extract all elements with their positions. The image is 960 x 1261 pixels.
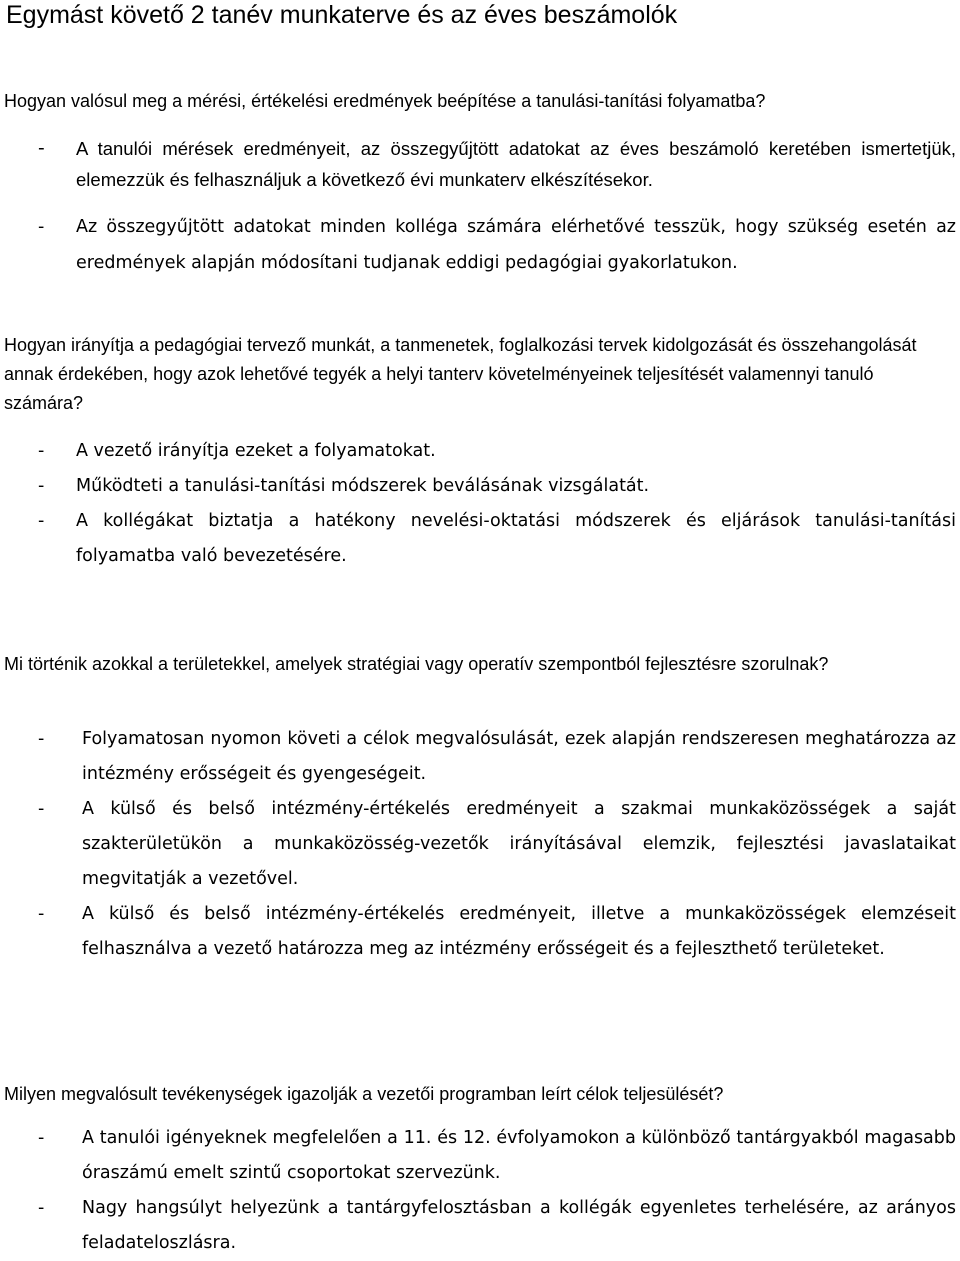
list-item-text: Működteti a tanulási-tanítási módszerek beválásának vizsgálatát. — [76, 476, 650, 496]
bullet-list — [38, 209, 956, 281]
page-title: Egymást követő 2 tanév munkaterve és az éves beszámolók — [6, 1, 678, 29]
section-question: Milyen megvalósult tevékenységek igazolják a vezetői programban leírt célok teljesülését? — [4, 1084, 724, 1104]
list-item — [38, 1121, 956, 1191]
list-item-text: A tanulói igényeknek megfelelően a 11. és 12. évfolyamokon a különböző tantárgyakból magasabb óraszámú emelt szintű csoportokat szervezünk. — [82, 1128, 956, 1183]
list-item — [38, 209, 956, 281]
dash-bullet: - — [38, 476, 45, 496]
dash-bullet: - — [38, 217, 45, 237]
list-item-text: A kollégákat biztatja a hatékony nevelési-oktatási módszerek és eljárások tanulási-tanítási folyamatba való bevezetésére. — [76, 511, 956, 566]
list-item — [38, 504, 956, 574]
dash-bullet: - — [38, 441, 45, 461]
bullet-list — [38, 133, 956, 195]
list-item — [38, 897, 956, 967]
list-item-text: A tanulói mérések eredményeit, az összegyűjtött adatokat az éves beszámoló keretében ismertetjük, elemezzük és felhasználjuk a következő évi munkaterv elkészítésekor. — [76, 138, 956, 190]
dash-bullet: - — [38, 1128, 45, 1148]
dash-bullet: - — [38, 729, 45, 749]
list-item-text: Az összegyűjtött adatokat minden kolléga számára elérhetővé tesszük, hogy szükség esetén az eredmények alapján módosítani tudjanak eddigi pedagógiai gyakorlatukon. — [76, 217, 956, 273]
dash-bullet: - — [38, 138, 45, 159]
list-item — [38, 133, 956, 195]
section-question: Hogyan irányítja a pedagógiai tervező munkát, a tanmenetek, foglalkozási tervek kidolgozását és összehangolását annak érdekében, hogy azok lehetővé tegyék a helyi tanterv követelményeinek teljesítését valamennyi tanuló számára? — [4, 335, 917, 413]
list-item-text: Folyamatosan nyomon követi a célok megvalósulását, ezek alapján rendszeresen meghatározza az intézmény erősségeit és gyengeségeit. — [82, 729, 956, 784]
list-item — [38, 434, 956, 469]
bullet-list — [38, 434, 956, 574]
list-item — [38, 722, 956, 792]
bullet-list — [38, 1121, 956, 1261]
list-item — [38, 1191, 956, 1261]
dash-bullet: - — [38, 511, 45, 531]
dash-bullet: - — [38, 1198, 45, 1218]
bullet-list — [38, 722, 956, 967]
list-item — [38, 469, 956, 504]
list-item-text: A külső és belső intézmény-értékelés eredményeit a szakmai munkaközösségek a saját szakterületükön a munkaközösség-vezetők irányításával elemzik, fejlesztési javaslataikat megvitatják a vezetővel. — [82, 799, 956, 889]
dash-bullet: - — [38, 799, 45, 819]
list-item — [38, 792, 956, 897]
section-question: Mi történik azokkal a területekkel, amelyek stratégiai vagy operatív szempontból fejlesztésre szorulnak? — [4, 654, 829, 674]
list-item-text: A külső és belső intézmény-értékelés eredményeit, illetve a munkaközösségek elemzéseit felhasználva a vezető határozza meg az intézmény erősségeit és a fejleszthető területeket. — [82, 904, 956, 959]
section-question: Hogyan valósul meg a mérési, értékelési eredmények beépítése a tanulási-tanítási folyamatba? — [4, 91, 766, 111]
dash-bullet: - — [38, 904, 45, 924]
list-item-text: A vezető irányítja ezeket a folyamatokat. — [76, 441, 436, 461]
list-item-text: Nagy hangsúlyt helyezünk a tantárgyfelosztásban a kollégák egyenletes terhelésére, az arányos feladateloszlásra. — [82, 1198, 956, 1253]
